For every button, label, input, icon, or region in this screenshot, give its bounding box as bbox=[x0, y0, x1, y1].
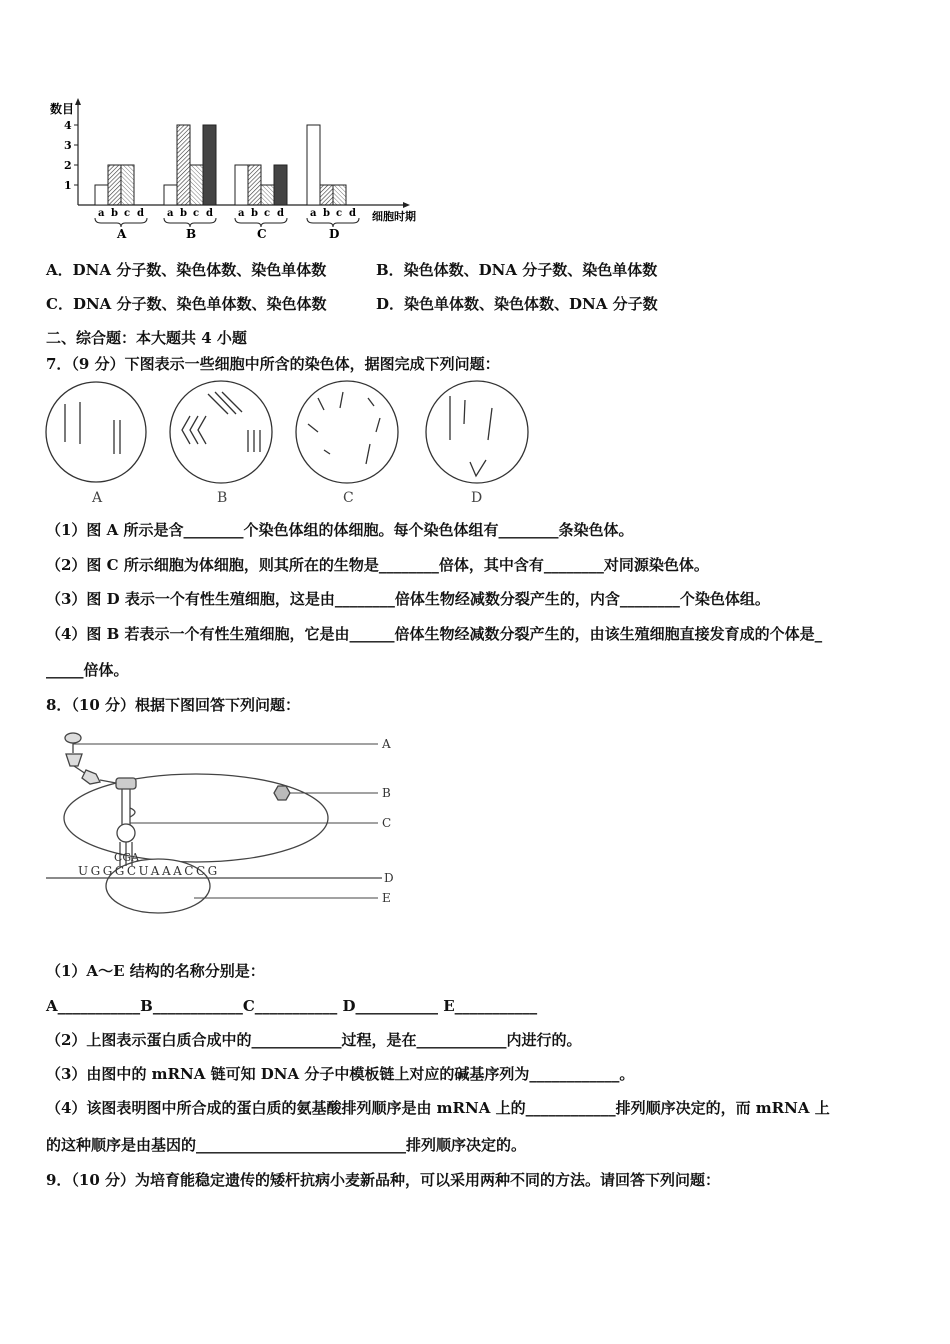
q6-option-b: B．染色体数、DNA 分子数、染色单体数 bbox=[376, 261, 658, 279]
cell-b-outline bbox=[170, 381, 272, 483]
y-tick-label: 4 bbox=[64, 119, 72, 132]
q8-sub-2: （2）上图表示蛋白质合成中的____________过程，是在____________内进行的。 bbox=[46, 1031, 582, 1049]
cell-d-chromosome bbox=[488, 408, 492, 440]
cell-c-chromosome bbox=[308, 424, 318, 432]
peptide-bond bbox=[100, 780, 116, 783]
mrna-sequence: UGGGCUAAACCG bbox=[78, 864, 220, 878]
bar-letter-label: b bbox=[251, 208, 258, 219]
q6-option-d: D．染色单体数、染色体数、DNA 分子数 bbox=[376, 295, 658, 313]
group-label: B bbox=[186, 227, 197, 240]
bar-B-a bbox=[164, 185, 177, 205]
bar-A-b bbox=[108, 165, 121, 205]
bar-letter-label: d bbox=[137, 208, 144, 219]
cell-d-chromosome bbox=[464, 400, 465, 424]
bar-letter-label: b bbox=[180, 208, 187, 219]
q7-sub-1: （1）图 A 所示是含________个染色体组的体细胞。每个染色体组有________条染色体。 bbox=[46, 521, 634, 539]
bar-A-c bbox=[121, 165, 134, 205]
cell-d-chromosome bbox=[470, 460, 486, 476]
bar-A-a bbox=[95, 185, 108, 205]
ribosome-large-subunit bbox=[64, 774, 328, 862]
cell-c-chromosome bbox=[368, 398, 374, 406]
bar-D-c bbox=[333, 185, 346, 205]
q7-sub-4: （4）图 B 若表示一个有性生殖细胞，它是由______倍体生物经减数分裂产生的，由该生殖细胞直接发育成的个体是_ bbox=[46, 625, 823, 643]
trna-side-loop bbox=[130, 808, 135, 817]
q8-sub-1: （1）A～E 结构的名称分别是： bbox=[46, 962, 265, 980]
bar-letter-label: c bbox=[264, 208, 271, 219]
y-axis-label: 数目 bbox=[50, 102, 75, 116]
label-b: B bbox=[382, 786, 391, 800]
amino-acid-3 bbox=[82, 770, 100, 784]
cell-c-outline bbox=[296, 381, 398, 483]
group-brace bbox=[307, 218, 359, 227]
section-heading: 二、综合题：本大题共 4 小题 bbox=[46, 329, 247, 347]
bar-D-b bbox=[320, 185, 333, 205]
q8-stem: 8．（10 分）根据下图回答下列问题： bbox=[46, 696, 301, 714]
amino-acid-2 bbox=[66, 754, 82, 766]
bar-letter-label: a bbox=[167, 208, 174, 219]
q8-sub-4: （4）该图表明图中所合成的蛋白质的氨基酸排列顺序是由 mRNA 上的____________排列顺序决定的，而 mRNA 上 bbox=[46, 1099, 830, 1117]
bar-C-c bbox=[261, 185, 274, 205]
group-label: C bbox=[257, 227, 267, 240]
x-axis-arrow-icon bbox=[403, 202, 410, 208]
cell-c-chromosome bbox=[324, 450, 330, 454]
bar-letter-label: d bbox=[349, 208, 356, 219]
bar-B-c bbox=[190, 165, 203, 205]
amino-acid-1 bbox=[65, 733, 81, 743]
y-tick-label: 2 bbox=[64, 159, 72, 172]
bar-C-b bbox=[248, 165, 261, 205]
y-tick-label: 1 bbox=[64, 179, 72, 192]
cell-label-d: D bbox=[471, 490, 483, 506]
bar-letter-label: d bbox=[277, 208, 284, 219]
y-axis-arrow-icon bbox=[75, 98, 81, 105]
cells-figure bbox=[40, 380, 540, 508]
group-brace bbox=[235, 218, 287, 227]
x-axis-label: 细胞时期 bbox=[372, 210, 416, 223]
cell-d-outline bbox=[426, 381, 528, 483]
label-d: D bbox=[384, 871, 394, 885]
group-brace bbox=[164, 218, 216, 227]
cell-label-a: A bbox=[92, 490, 103, 506]
q8-sub-1-blanks: A___________B____________C___________ D___________ E___________ bbox=[46, 997, 538, 1015]
q8-sub-3: （3）由图中的 mRNA 链可知 DNA 分子中模板链上对应的碱基序列为____________。 bbox=[46, 1065, 635, 1083]
cell-label-b: B bbox=[217, 490, 228, 506]
cell-a-outline bbox=[46, 382, 146, 482]
bar-chart-figure bbox=[40, 95, 440, 240]
bar-letter-label: c bbox=[124, 208, 131, 219]
bar-letter-label: d bbox=[206, 208, 213, 219]
cell-b-chromosome bbox=[198, 416, 206, 444]
cell-c-chromosome bbox=[376, 418, 380, 432]
bar-letter-label: a bbox=[238, 208, 245, 219]
bar-letter-label: c bbox=[336, 208, 343, 219]
trna-anticodon-loop bbox=[117, 824, 135, 842]
cell-c-chromosome bbox=[340, 392, 343, 408]
free-amino-acid bbox=[274, 786, 290, 800]
translation-figure bbox=[44, 728, 404, 918]
q9-stem: 9．（10 分）为培育能稳定遗传的矮杆抗病小麦新品种，可以采用两种不同的方法。请回答下列问题： bbox=[46, 1171, 721, 1189]
translation-diagram bbox=[44, 728, 404, 918]
cell-b-chromosome bbox=[190, 416, 198, 444]
bar-D-a bbox=[307, 125, 320, 205]
bar-letter-label: b bbox=[323, 208, 330, 219]
anticodon-text: CGA bbox=[114, 851, 140, 864]
cells-diagram bbox=[40, 380, 540, 508]
q7-sub-4-cont: _____倍体。 bbox=[46, 661, 129, 679]
cell-c-chromosome bbox=[318, 398, 324, 410]
bar-C-a bbox=[235, 165, 248, 205]
bar-chart bbox=[40, 95, 440, 240]
cell-c-chromosome bbox=[366, 444, 370, 464]
cell-label-c: C bbox=[343, 490, 354, 506]
y-tick-label: 3 bbox=[64, 139, 72, 152]
bar-letter-label: a bbox=[98, 208, 105, 219]
q7-stem: 7．（9 分）下图表示一些细胞中所含的染色体，据图完成下列问题： bbox=[46, 355, 500, 373]
label-a: A bbox=[382, 737, 391, 751]
q7-sub-3: （3）图 D 表示一个有性生殖细胞，这是由________倍体生物经减数分裂产生的，内含________个染色体组。 bbox=[46, 590, 770, 608]
q8-sub-4-cont: 的这种顺序是由基因的____________________________排列顺序决定的。 bbox=[46, 1136, 527, 1154]
q6-option-a: A．DNA 分子数、染色体数、染色单体数 bbox=[46, 261, 327, 279]
bar-letter-label: b bbox=[111, 208, 118, 219]
group-label: D bbox=[329, 227, 340, 240]
cell-b-chromosome bbox=[182, 416, 190, 444]
q7-sub-2: （2）图 C 所示细胞为体细胞，则其所在的生物是________倍体，其中含有________对同源染色体。 bbox=[46, 556, 709, 574]
label-c: C bbox=[382, 816, 392, 830]
amino-acid-on-trna bbox=[116, 778, 136, 789]
group-brace bbox=[95, 218, 147, 227]
q6-option-c: C．DNA 分子数、染色单体数、染色体数 bbox=[46, 295, 327, 313]
bar-B-b bbox=[177, 125, 190, 205]
group-label: A bbox=[117, 227, 127, 240]
bar-C-d bbox=[274, 165, 287, 205]
bar-B-d bbox=[203, 125, 216, 205]
bar-letter-label: a bbox=[310, 208, 317, 219]
cell-b-chromosome bbox=[208, 394, 228, 414]
bar-letter-label: c bbox=[193, 208, 200, 219]
label-e: E bbox=[382, 891, 391, 905]
